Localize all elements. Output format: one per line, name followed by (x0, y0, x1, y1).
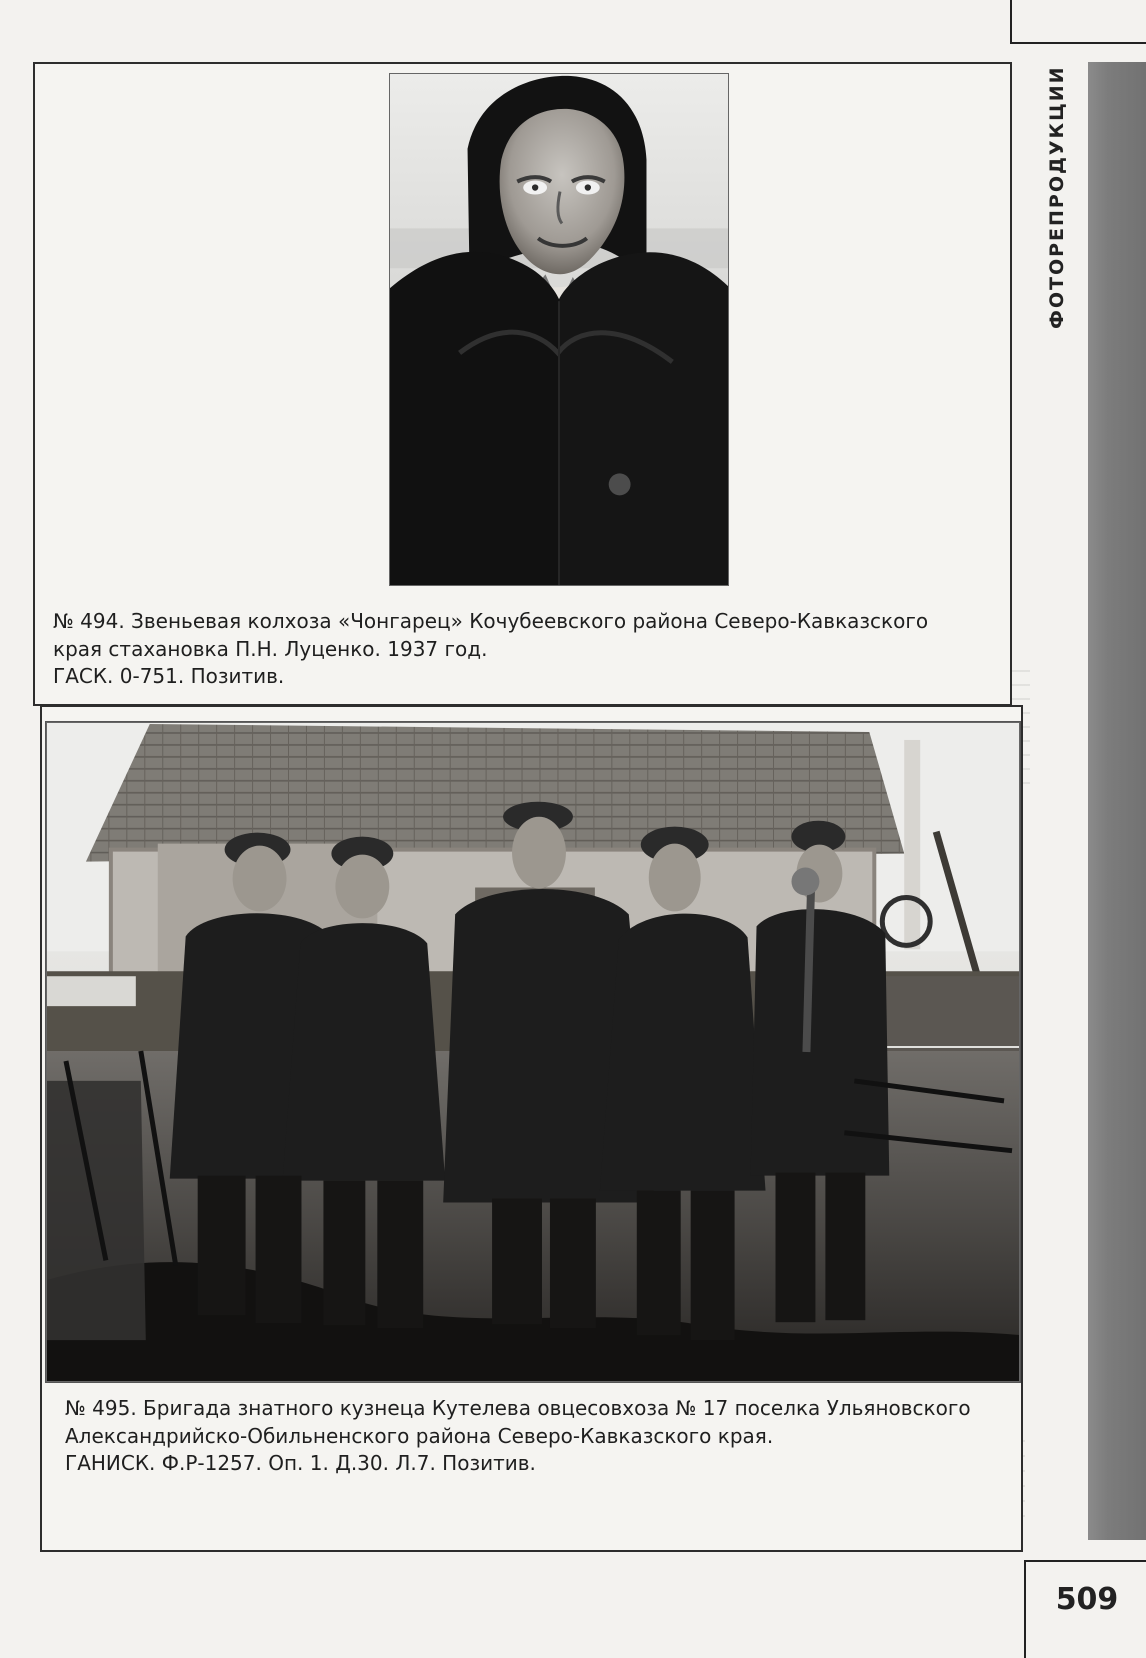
figure-frame-494 (33, 62, 1012, 706)
figure-caption: № 494. Звеньевая колхоза «Чонгарец» Кочубеевского района Северо-Кавказского края стахановка П.Н. Луценко. 1937 год. ГАСК. 0-751. Позитив. (53, 609, 929, 689)
page-top-box (1010, 0, 1146, 44)
section-label: ФОТОРЕПРОДУКЦИИ (1046, 65, 1068, 329)
group-photo-graphic (46, 722, 1020, 1382)
figure-frame-495 (40, 705, 1023, 1552)
group-photo (45, 721, 1021, 1383)
side-band (1088, 62, 1146, 1540)
portrait-photo-graphic (390, 74, 728, 585)
page-number: 509 (1024, 1560, 1146, 1658)
portrait-photo (389, 73, 729, 586)
figure-caption: № 495. Бригада знатного кузнеца Кутелева овцесовхоза № 17 поселка Ульяновского Александрийско-Обильненского района Северо-Кавказского края. ГАНИСК. Ф.Р-1257. Оп. 1. Д.30. Л.7. Позитив. (65, 1396, 971, 1476)
